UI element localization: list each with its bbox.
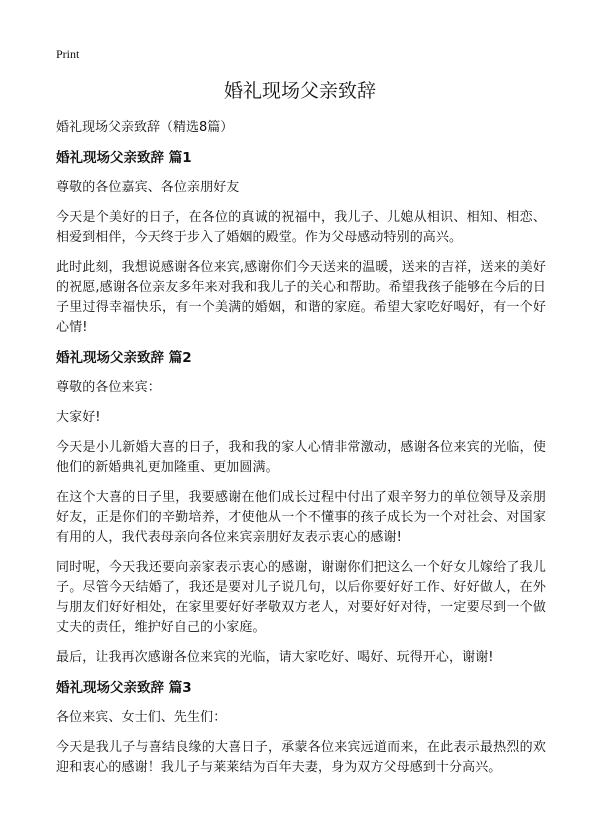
- section-heading: 婚礼现场父亲致辞 篇1: [56, 150, 192, 166]
- paragraph: 同时呢，今天我还要向亲家表示衷心的感谢，谢谢你们把这么一个好女儿嫁给了我儿子。尽管今天结婚了，我还是要对儿子说几句，以后你要好好工作、好好做人，在外与朋友们好好相处，在家里要好好孝敬双方老人，对要好好对待，一定要尽到一个做丈夫的责任，维护好自己的小家庭。: [56, 560, 546, 635]
- page-title: 婚礼现场父亲致辞: [223, 80, 376, 102]
- section-3: [56, 678, 546, 778]
- section-heading: 婚礼现场父亲致辞 篇3: [56, 680, 192, 696]
- paragraph: 最后，让我再次感谢各位来宾的光临，请大家吃好、喝好、玩得开心，谢谢!: [56, 650, 494, 665]
- paragraph: 各位来宾、女士们、先生们：: [56, 710, 227, 725]
- document-body: [56, 118, 546, 788]
- paragraph: 尊敬的各位嘉宾、各位亲朋好友: [56, 180, 240, 195]
- paragraph: 此时此刻，我想说感谢各位来宾,感谢你们今天送来的温暖，送来的吉祥，送来的美好的祝愿,感谢各位亲友多年来对我和我儿子的关心和帮助。希望我孩子能够在今后的日子里过得幸福快乐，有一个美满的婚姻，和谐的家庭。希望大家吃好喝好，有一个好心情!: [56, 260, 546, 335]
- paragraph: 尊敬的各位来宾：: [56, 380, 161, 395]
- document-subtitle: 婚礼现场父亲致辞（精选8篇）: [56, 120, 234, 135]
- print-link[interactable]: Print: [56, 47, 80, 61]
- paragraph: 今天是个美好的日子，在各位的真诚的祝福中，我儿子、儿媳从相识、相知、相恋、相爱到相伴，今天终于步入了婚姻的殿堂。作为父母感动特别的高兴。: [56, 210, 546, 245]
- section-2: [56, 348, 546, 668]
- paragraph: 在这个大喜的日子里，我要感谢在他们成长过程中付出了艰辛努力的单位领导及亲朋好友，正是你们的辛勤培养，才使他从一个不懂事的孩子成长为一个对社会、对国家有用的人，我代表母亲向各位来宾亲朋好友表示衷心的感谢!: [56, 490, 546, 545]
- section-1: [56, 148, 546, 338]
- paragraph: 今天是小儿新婚大喜的日子，我和我的家人心情非常激动，感谢各位来宾的光临，使他们的新婚典礼更加隆重、更加圆满。: [56, 440, 546, 475]
- paragraph: 今天是我儿子与喜结良缘的大喜日子，承蒙各位来宾远道而来，在此表示最热烈的欢迎和衷心的感谢！我儿子与莱莱结为百年夫妻，身为双方父母感到十分高兴。: [56, 740, 546, 775]
- paragraph: 大家好!: [56, 410, 101, 425]
- section-heading: 婚礼现场父亲致辞 篇2: [56, 350, 192, 366]
